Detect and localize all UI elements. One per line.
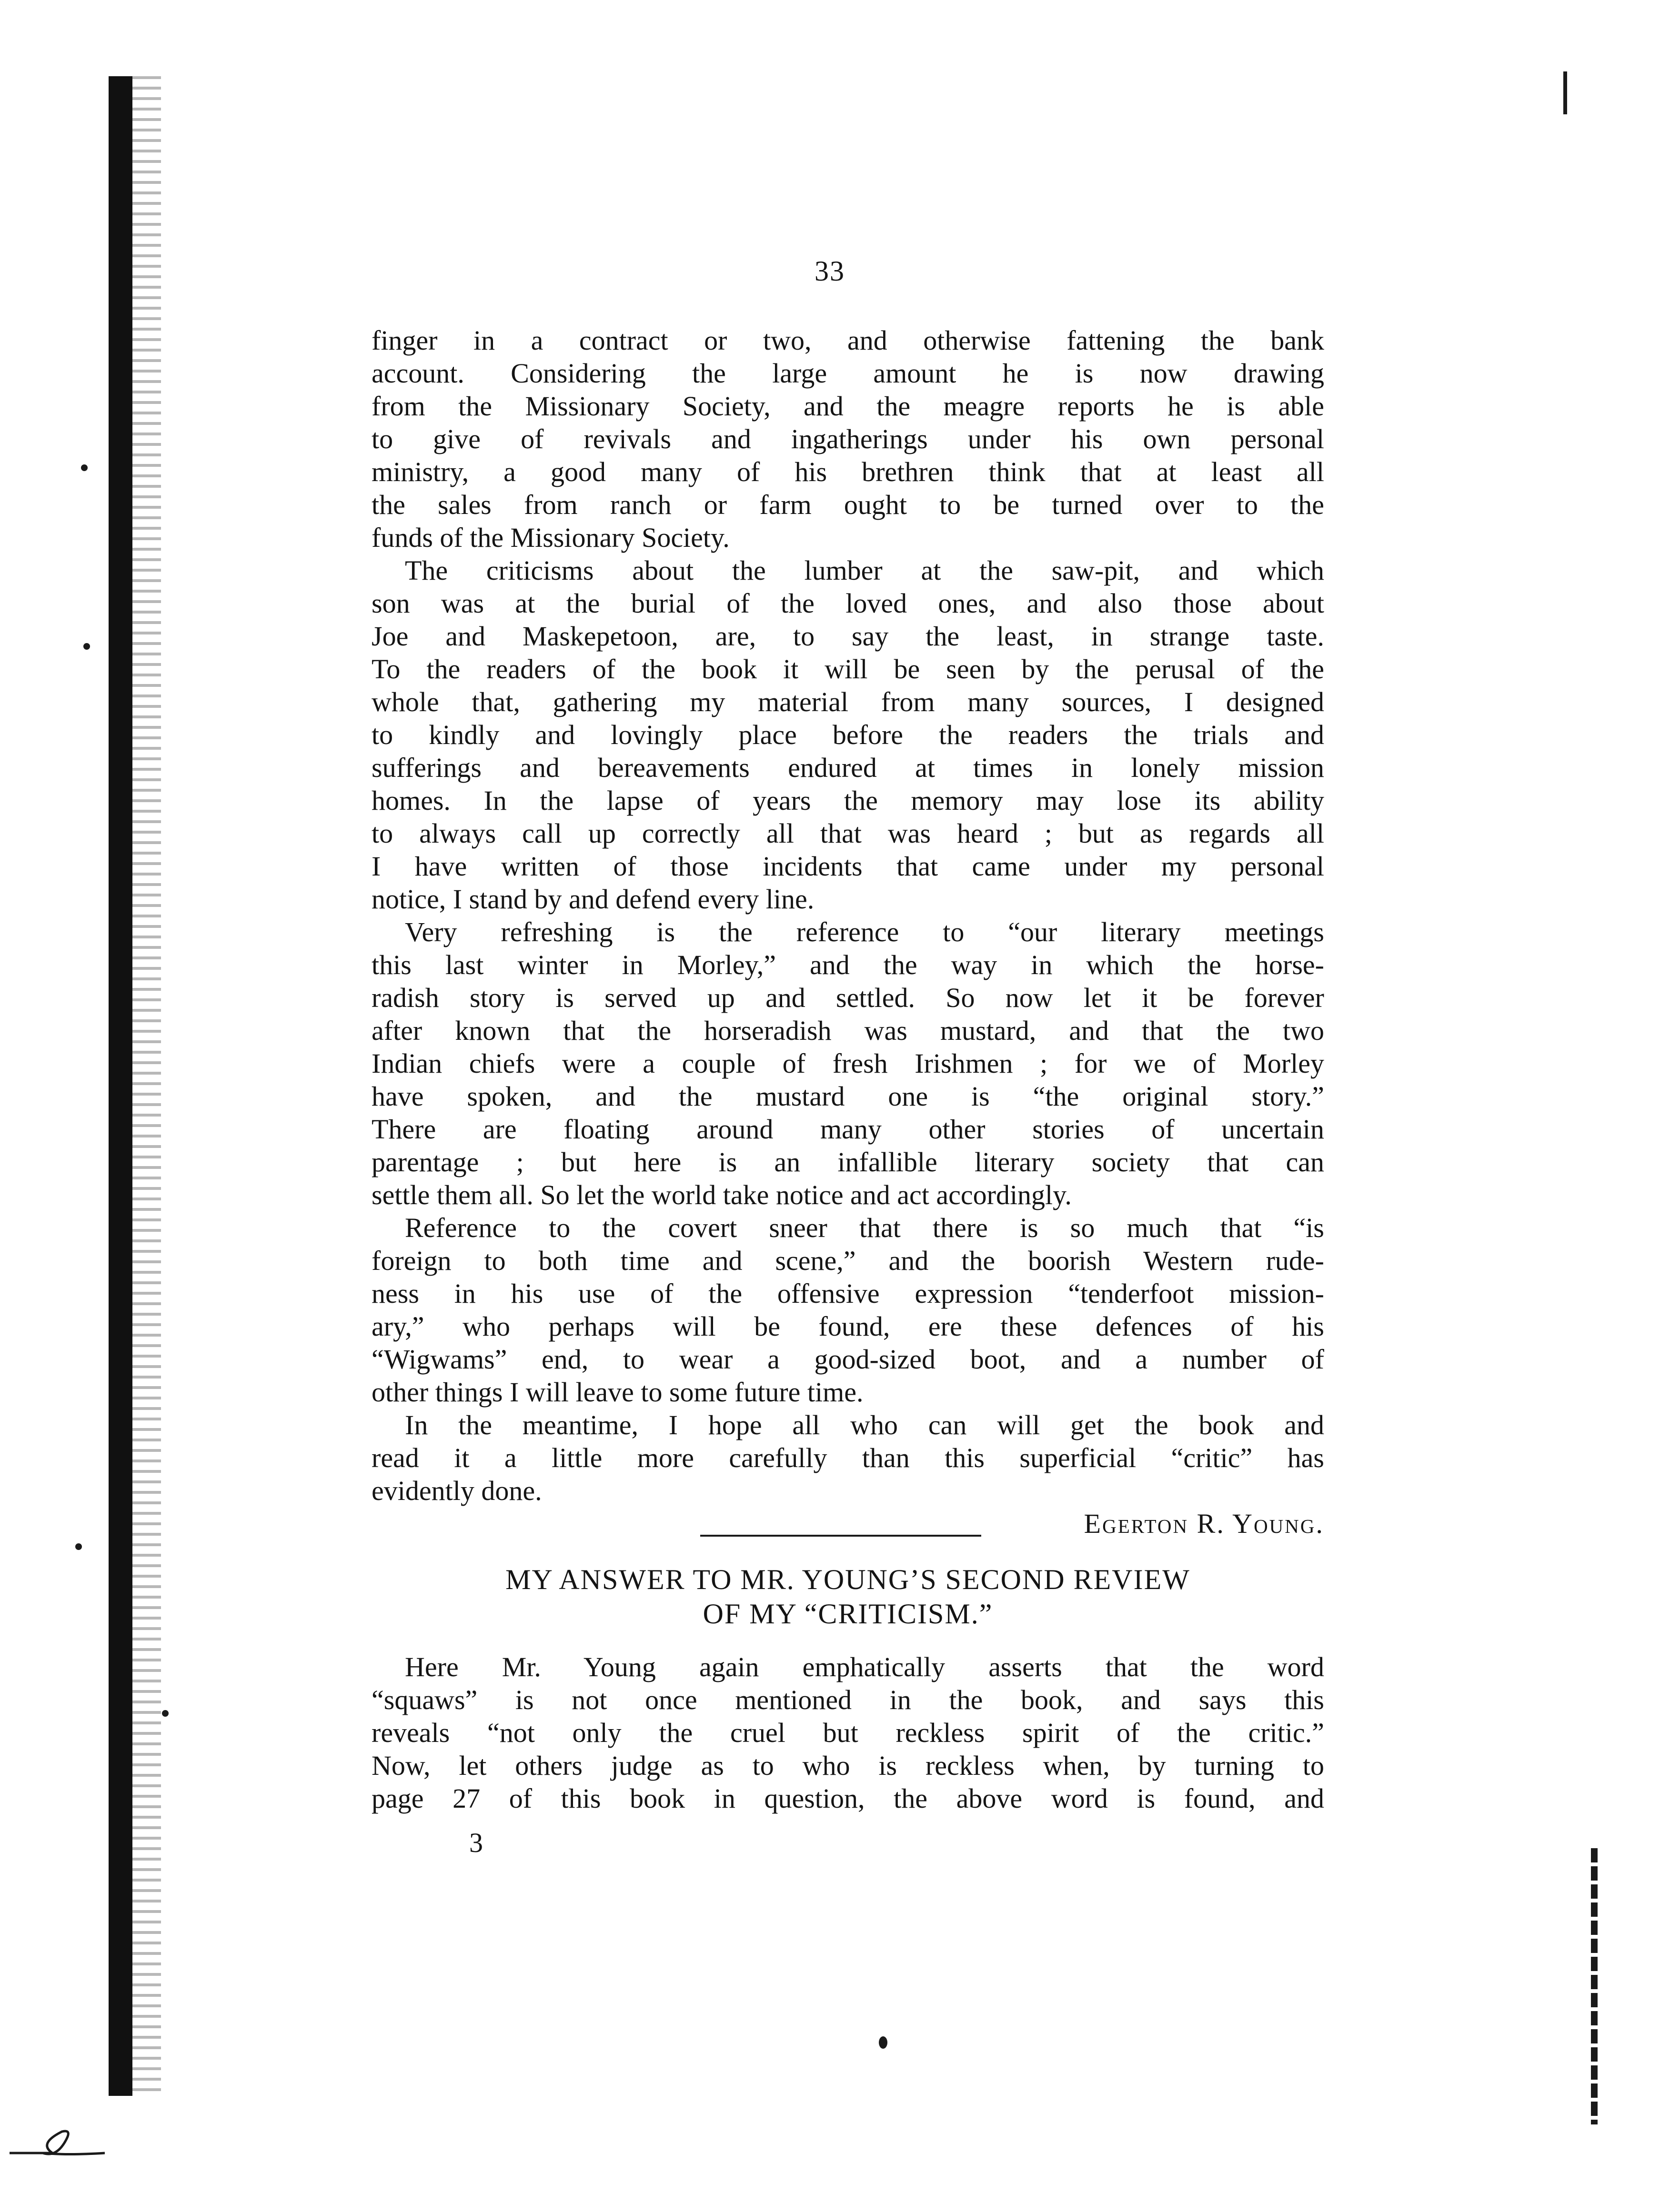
corner-scribble-mark — [10, 2086, 105, 2163]
text-line: ness in his use of the offensive expression “tenderfoot mission- — [372, 1278, 1324, 1309]
text-line: In the meantime, I hope all who can will get the book and — [405, 1409, 1324, 1440]
text-line: to give of revivals and ingatherings under his own personal — [372, 423, 1324, 454]
letter-body — [372, 324, 1324, 1540]
text-line: to always call up correctly all that was heard ; but as regards all — [372, 818, 1324, 849]
page-number: 33 — [815, 255, 845, 287]
text-line: radish story is served up and settled. So now let it be forever — [372, 982, 1324, 1013]
text-line: “squaws” is not once mentioned in the book, and says this — [372, 1684, 1324, 1715]
text-line: funds of the Missionary Society. — [372, 522, 730, 553]
text-line: parentage ; but here is an infallible literary society that can — [372, 1147, 1324, 1177]
text-line: settle them all. So let the world take notice and act accordingly. — [372, 1179, 1072, 1210]
binding-edge-shadow — [109, 76, 132, 2096]
text-line: this last winter in Morley,” and the way in which the horse- — [372, 949, 1324, 980]
text-line: “Wigwams” end, to wear a good-sized boot, and a number of — [372, 1344, 1324, 1375]
scan-speck — [162, 1710, 169, 1717]
text-line: ary,” who perhaps will be found, ere these defences of his — [372, 1311, 1324, 1342]
text-line: notice, I stand by and defend every line. — [372, 884, 815, 915]
text-line: To the readers of the book it will be seen by the perusal of the — [372, 654, 1324, 684]
text-line: homes. In the lapse of years the memory may lose its ability — [372, 785, 1324, 816]
scan-speck — [81, 464, 88, 471]
author-signature: Egerton R. Young. — [1084, 1508, 1324, 1539]
text-line: after known that the horseradish was mustard, and that the two — [372, 1015, 1324, 1046]
section-heading — [372, 1562, 1324, 1631]
text-line: Very refreshing is the reference to “our literary meetings — [405, 916, 1324, 947]
text-line: There are floating around many other stories of uncertain — [372, 1114, 1324, 1145]
scan-mark-top-right — [1563, 71, 1567, 114]
text-line: sufferings and bereavements endured at times in lonely mission — [372, 752, 1324, 783]
text-line: I have written of those incidents that came under my personal — [372, 851, 1324, 882]
text-line: Now, let others judge as to who is reckless when, by turning to — [372, 1750, 1324, 1781]
text-line: evidently done. — [372, 1475, 542, 1506]
scan-mark-bottom-right — [1591, 1848, 1598, 2124]
text-line: ministry, a good many of his brethren think that at least all — [372, 456, 1324, 487]
text-line: other things I will leave to some future time. — [372, 1377, 864, 1408]
text-line: reveals “not only the cruel but reckless spirit of the critic.” — [372, 1717, 1324, 1748]
text-line: to kindly and lovingly place before the readers the trials and — [372, 719, 1324, 750]
text-line: Reference to the covert sneer that there is so much that “is — [405, 1212, 1324, 1243]
text-line: son was at the burial of the loved ones, and also those about — [372, 588, 1324, 619]
heading-line: MY ANSWER TO MR. YOUNG’S SECOND REVIEW — [505, 1564, 1190, 1595]
text-line: foreign to both time and scene,” and the boorish Western rude- — [372, 1245, 1324, 1276]
printer-signature-mark: 3 — [469, 1827, 483, 1858]
scan-speck — [75, 1543, 82, 1550]
text-line: from the Missionary Society, and the meagre reports he is able — [372, 391, 1324, 422]
text-line: Joe and Maskepetoon, are, to say the least, in strange taste. — [372, 621, 1324, 652]
text-line: Here Mr. Young again emphatically asserts that the word — [405, 1651, 1324, 1682]
text-line: have spoken, and the mustard one is “the original story.” — [372, 1081, 1324, 1112]
binding-edge-texture — [132, 76, 161, 2096]
section-divider — [700, 1535, 981, 1537]
text-line: read it a little more carefully than this superficial “critic” has — [372, 1442, 1324, 1473]
heading-line: OF MY “CRITICISM.” — [703, 1598, 993, 1630]
text-line: account. Considering the large amount he is now drawing — [372, 358, 1324, 389]
scan-speck — [83, 643, 90, 650]
text-line: the sales from ranch or farm ought to be turned over to the — [372, 489, 1324, 520]
text-line: page 27 of this book in question, the above word is found, and — [372, 1783, 1324, 1814]
text-line: finger in a contract or two, and otherwise fattening the bank — [372, 325, 1324, 356]
text-line: whole that, gathering my material from many sources, I designed — [372, 686, 1324, 717]
answer-body — [372, 1650, 1324, 1815]
scan-speck — [879, 2036, 887, 2049]
text-line: Indian chiefs were a couple of fresh Irishmen ; for we of Morley — [372, 1048, 1324, 1079]
text-line: The criticisms about the lumber at the saw-pit, and which — [405, 555, 1324, 586]
